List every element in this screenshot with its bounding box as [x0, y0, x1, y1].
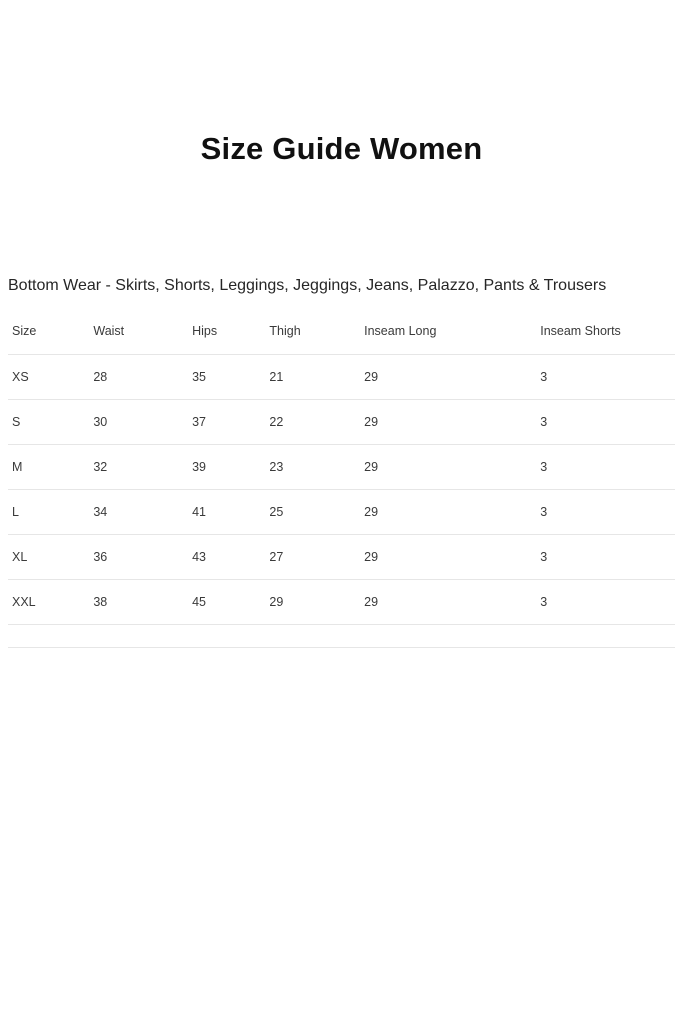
cell-inseam-long: 29	[360, 399, 536, 444]
section-heading: Bottom Wear - Skirts, Shorts, Leggings, Jeggings, Jeans, Palazzo, Pants & Trousers	[8, 277, 607, 295]
cell-inseam-long: 29	[360, 579, 536, 624]
cell-thigh: 21	[265, 354, 360, 399]
cell-waist: 34	[89, 489, 188, 534]
cell-size: XS	[8, 354, 89, 399]
cell-inseam-long: 29	[360, 354, 536, 399]
cell-waist: 38	[89, 579, 188, 624]
table-header-row	[8, 314, 675, 355]
cell-inseam-shorts: 3	[536, 399, 675, 444]
cell-inseam-long: 29	[360, 534, 536, 579]
cell-thigh: 29	[265, 579, 360, 624]
column-header-thigh: Thigh	[265, 314, 360, 355]
table-row	[8, 489, 675, 534]
cell-hips: 39	[188, 444, 265, 489]
cell-waist: 30	[89, 399, 188, 444]
table-header	[8, 314, 675, 355]
column-header-size: Size	[8, 314, 89, 355]
size-table	[8, 314, 675, 625]
table-row	[8, 534, 675, 579]
cell-size: XXL	[8, 579, 89, 624]
cell-size: L	[8, 489, 89, 534]
page-title: Size Guide Women	[200, 131, 483, 166]
cell-size: M	[8, 444, 89, 489]
cell-size: S	[8, 399, 89, 444]
cell-thigh: 25	[265, 489, 360, 534]
cell-hips: 37	[188, 399, 265, 444]
cell-inseam-shorts: 3	[536, 579, 675, 624]
table-row	[8, 399, 675, 444]
cell-inseam-shorts: 3	[536, 444, 675, 489]
table-body	[8, 354, 675, 624]
cell-waist: 28	[89, 354, 188, 399]
cell-hips: 35	[188, 354, 265, 399]
cell-inseam-long: 29	[360, 489, 536, 534]
size-table-container	[0, 314, 683, 648]
cell-waist: 32	[89, 444, 188, 489]
cell-inseam-shorts: 3	[536, 354, 675, 399]
column-header-hips: Hips	[188, 314, 265, 355]
cell-hips: 41	[188, 489, 265, 534]
table-row	[8, 579, 675, 624]
table-bottom-divider	[8, 647, 675, 648]
cell-inseam-shorts: 3	[536, 489, 675, 534]
cell-inseam-shorts: 3	[536, 534, 675, 579]
table-row	[8, 444, 675, 489]
cell-inseam-long: 29	[360, 444, 536, 489]
cell-thigh: 22	[265, 399, 360, 444]
cell-hips: 43	[188, 534, 265, 579]
column-header-inseam-shorts: Inseam Shorts	[536, 314, 675, 355]
cell-thigh: 27	[265, 534, 360, 579]
cell-size: XL	[8, 534, 89, 579]
column-header-inseam-long: Inseam Long	[360, 314, 536, 355]
table-row	[8, 354, 675, 399]
cell-thigh: 23	[265, 444, 360, 489]
column-header-waist: Waist	[89, 314, 188, 355]
cell-hips: 45	[188, 579, 265, 624]
cell-waist: 36	[89, 534, 188, 579]
